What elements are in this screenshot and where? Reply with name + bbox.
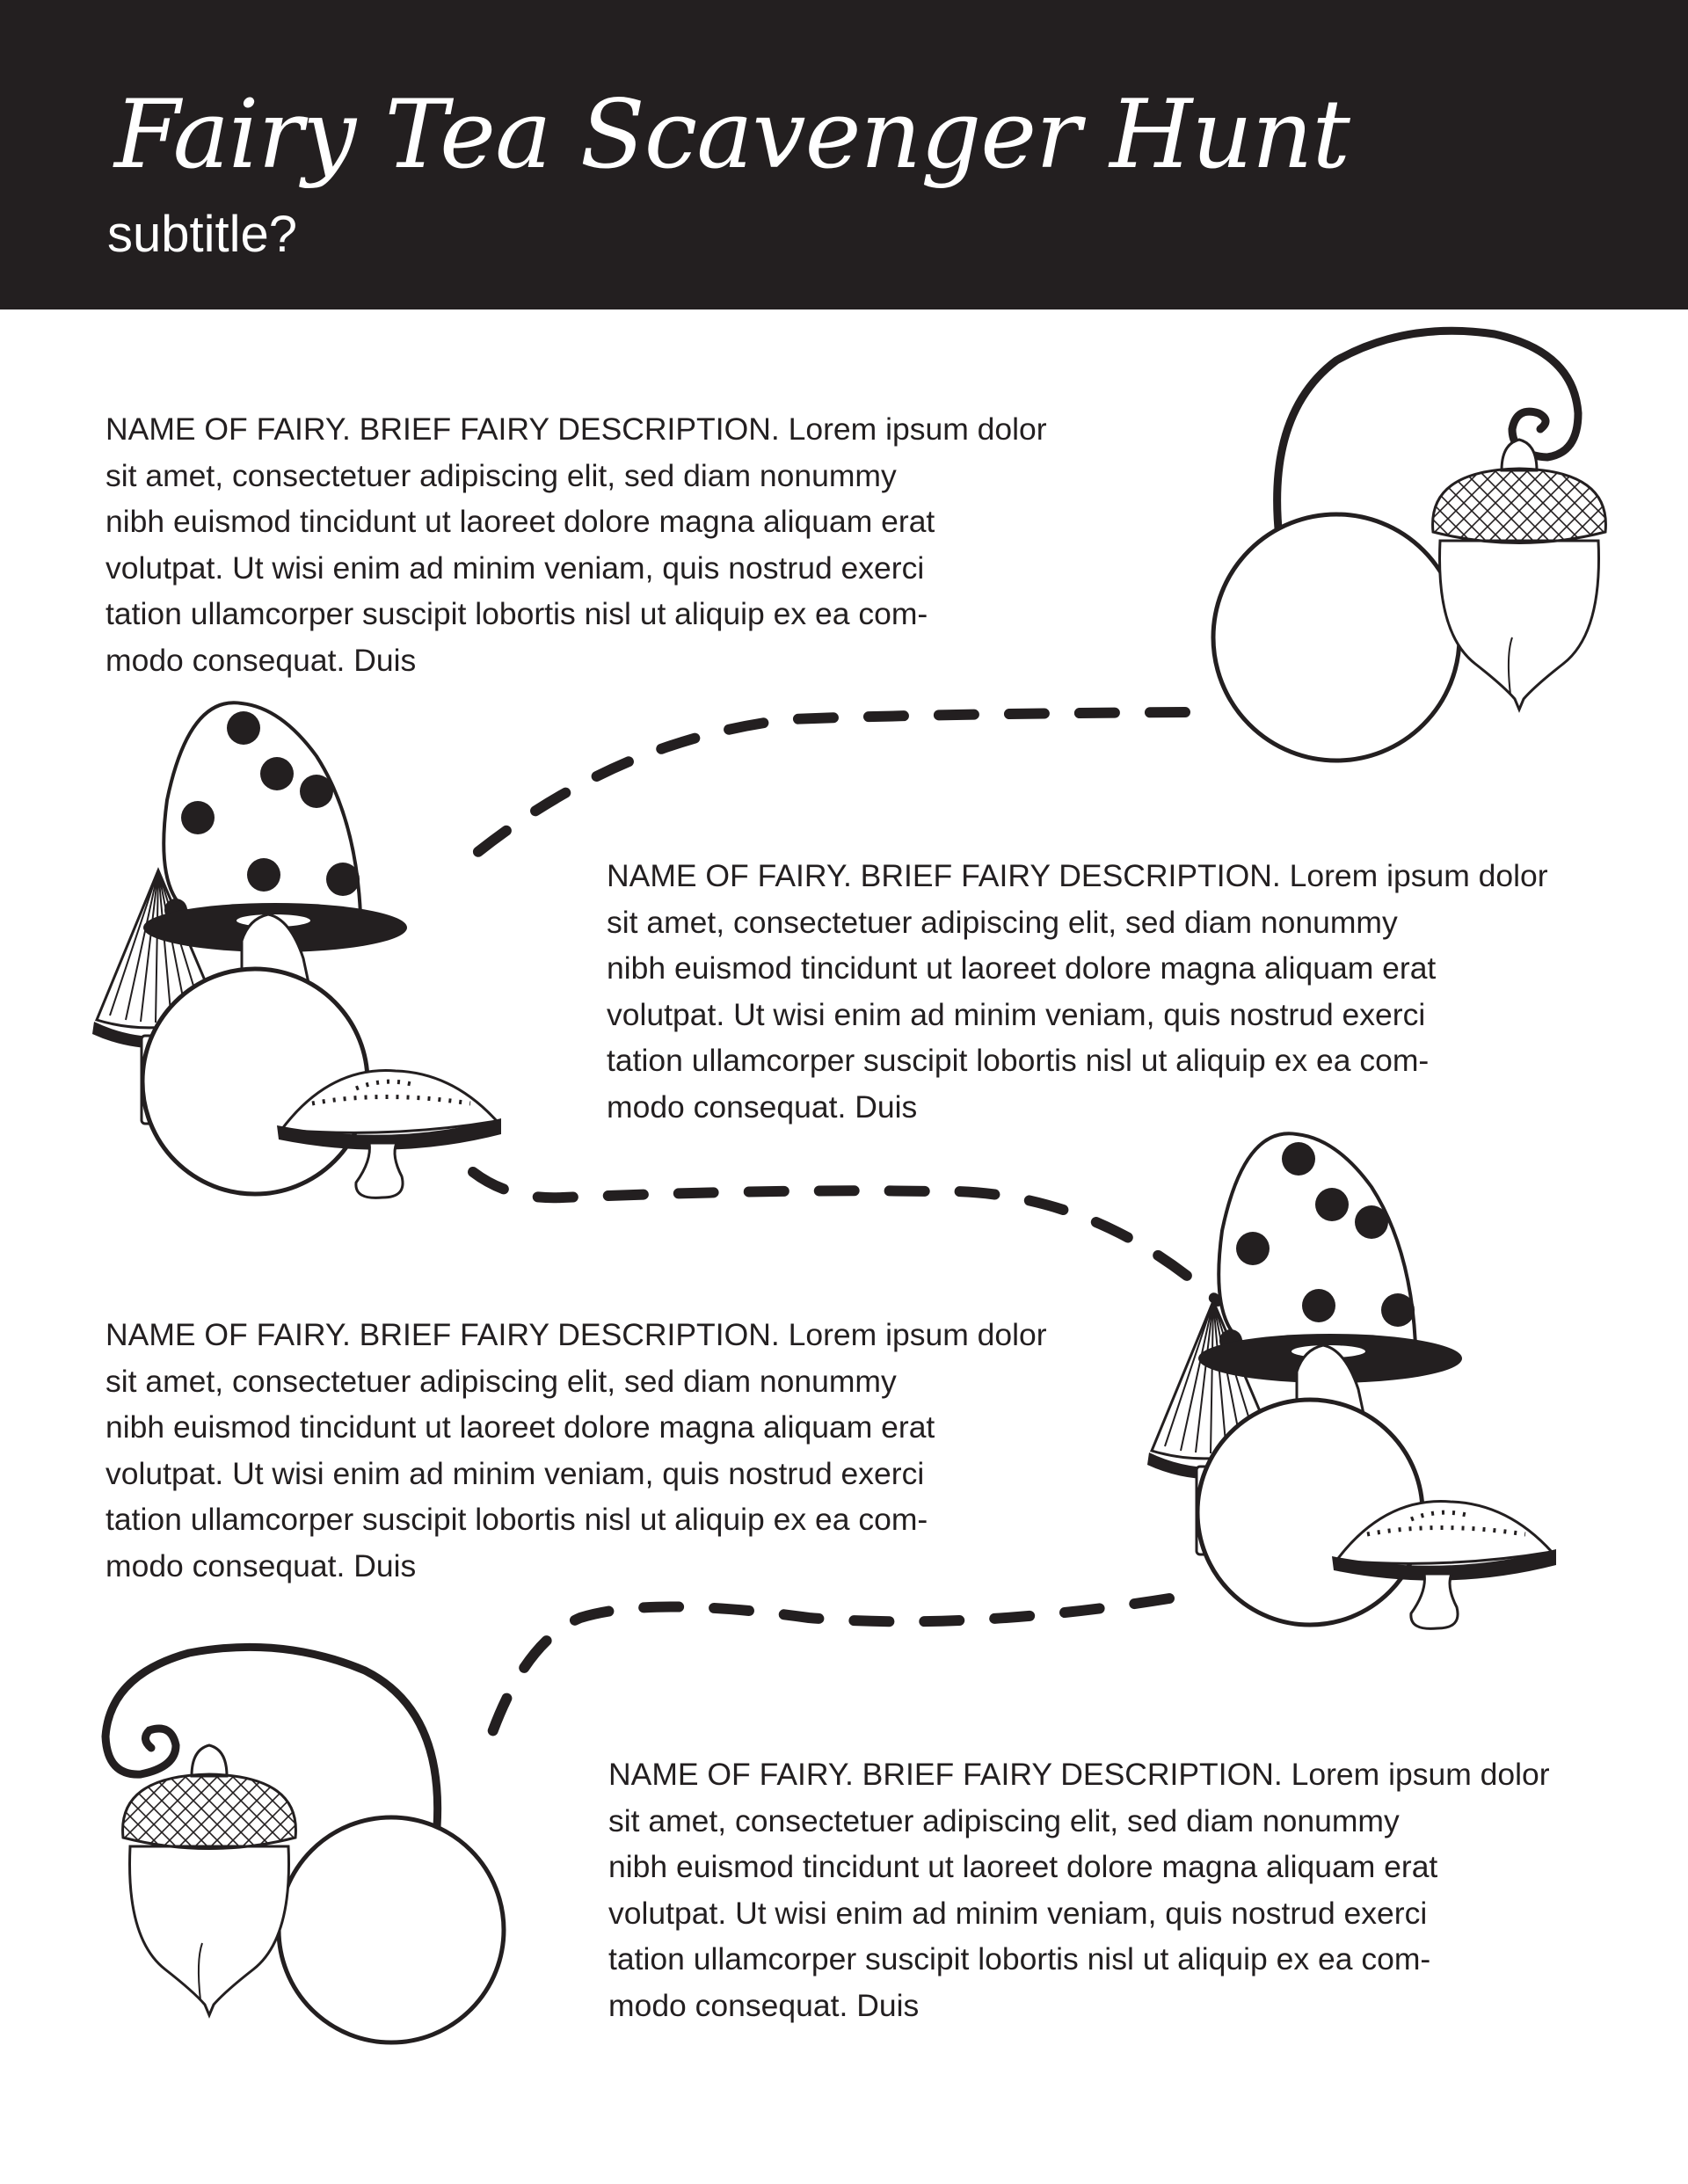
blank-circle-icon (1213, 514, 1459, 761)
entry-line: nibh euismod tincidunt ut laoreet dolore magna aliquam erat (607, 950, 1437, 986)
entry-line: sit amet, consectetuer adipiscing elit, sed diam nonummy (106, 457, 897, 493)
entry-line: tation ullamcorper suscipit lobortis nisl ut aliquip ex ea com- (106, 596, 928, 631)
entry-line: sit amet, consectetuer adipiscing elit, sed diam nonummy (106, 1363, 897, 1399)
entry-line: volutpat. Ut wisi enim ad minim veniam, quis nostrud exerci (106, 1455, 925, 1491)
entry-line: NAME OF FAIRY. BRIEF FAIRY DESCRIPTION. Lorem ipsum dolor (106, 1317, 1047, 1352)
fairy-entry-4 (608, 1751, 1628, 2028)
entry-line: NAME OF FAIRY. BRIEF FAIRY DESCRIPTION. Lorem ipsum dolor (608, 1757, 1550, 1792)
mushroom-cluster-icon (92, 703, 501, 1198)
entry-line: tation ullamcorper suscipit lobortis nisl ut aliquip ex ea com- (608, 1941, 1431, 1977)
entry-line: volutpat. Ut wisi enim ad minim veniam, quis nostrud exerci (607, 996, 1426, 1032)
entry-line: modo consequat. Duis (608, 1987, 920, 2023)
entry-line: volutpat. Ut wisi enim ad minim veniam, quis nostrud exerci (608, 1895, 1428, 1931)
entry-line: volutpat. Ut wisi enim ad minim veniam, quis nostrud exerci (106, 550, 925, 586)
fairy-entry-1 (106, 406, 1125, 683)
acorn-icon (1433, 440, 1606, 710)
mushroom-cluster-icon (1147, 1133, 1556, 1628)
entry-line: tation ullamcorper suscipit lobortis nisl ut aliquip ex ea com- (607, 1043, 1430, 1078)
entry-line: NAME OF FAIRY. BRIEF FAIRY DESCRIPTION. Lorem ipsum dolor (607, 858, 1548, 893)
entry-line: sit amet, consectetuer adipiscing elit, sed diam nonummy (607, 904, 1398, 940)
entry-line: sit amet, consectetuer adipiscing elit, sed diam nonummy (608, 1802, 1400, 1838)
page-subtitle: subtitle? (107, 206, 298, 263)
entry-line: tation ullamcorper suscipit lobortis nisl ut aliquip ex ea com- (106, 1502, 928, 1537)
dashed-path-icon (466, 712, 1185, 862)
entry-line: modo consequat. Duis (607, 1088, 918, 1125)
entry-line: nibh euismod tincidunt ut laoreet dolore magna aliquam erat (106, 1409, 935, 1445)
entry-line: modo consequat. Duis (106, 1547, 417, 1583)
fairy-entry-3 (106, 1312, 1125, 1589)
fairy-entry-2 (607, 853, 1626, 1130)
page-title: Fairy Tea Scavenger Hunt (114, 80, 1350, 190)
entry-line: nibh euismod tincidunt ut laoreet dolore magna aliquam erat (608, 1849, 1438, 1884)
entry-line: modo consequat. Duis (106, 642, 417, 678)
blank-circle-icon (279, 1817, 504, 2042)
entry-line: NAME OF FAIRY. BRIEF FAIRY DESCRIPTION. Lorem ipsum dolor (106, 411, 1047, 447)
entry-line: nibh euismod tincidunt ut laoreet dolore magna aliquam erat (106, 504, 935, 539)
acorn-icon (123, 1745, 296, 2015)
dashed-path-icon (484, 1598, 1169, 1758)
dashed-path-icon (473, 1172, 1218, 1301)
